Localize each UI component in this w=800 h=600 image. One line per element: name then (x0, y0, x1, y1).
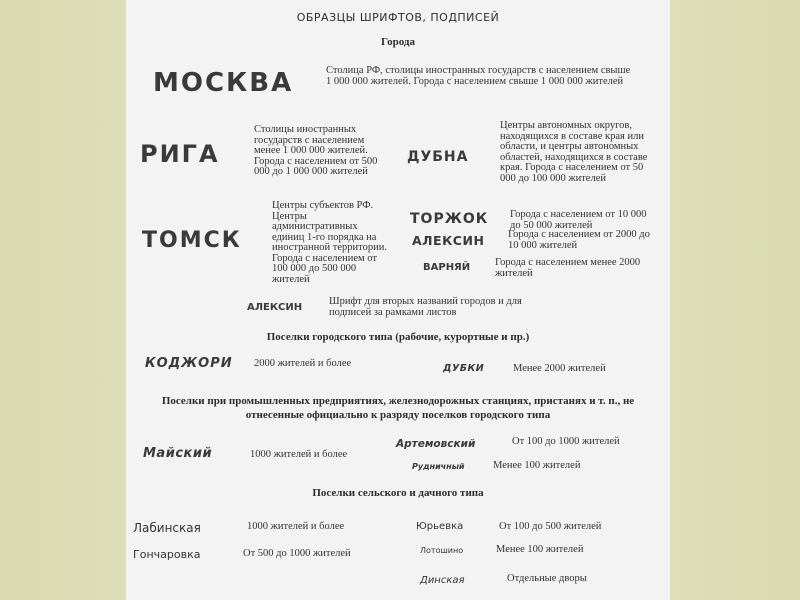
sample-tomsk: ТОМСК (142, 228, 242, 253)
sample-riga: РИГА (140, 140, 220, 168)
document-page (126, 0, 670, 600)
section-heading-rural: Поселки сельского и дачного типа (312, 487, 484, 499)
desc-second-names: Шрифт для вторых названий городов и для подписей за рамками листов (329, 296, 522, 318)
desc-dubki: Менее 2000 жителей (513, 363, 606, 374)
desc-labinskaya: 1000 жителей и более (247, 521, 345, 532)
sample-labinskaya: Лабинская (133, 521, 201, 535)
section-heading-industrial: Поселки при промышленных предприятиях, железнодорожных станциях, пристанях и т. п., не отнесенные официально к разряду поселков городского типа (161, 395, 635, 421)
sample-dinskaya: Динская (420, 575, 465, 586)
desc-varnyai: Города с населением менее 2000 жителей (495, 257, 641, 279)
page-title: ОБРАЗЦЫ ШРИФТОВ, ПОДПИСЕЙ (296, 11, 500, 24)
desc-artemovskii: От 100 до 1000 жителей (512, 436, 620, 447)
section-heading-urban: Поселки городского типа (рабочие, курортные и пр.) (266, 331, 530, 343)
sample-artemovskii: Артемовский (396, 438, 476, 450)
sample-varnyai: ВАРНЯЙ (423, 262, 471, 273)
desc-yurevka: От 100 до 500 жителей (499, 521, 602, 532)
desc-tomsk: Центры субъектов РФ. Центры административных единиц 1-го порядка на иностранной территории. Города с населением от 100 000 до 500 000 жителей (272, 200, 387, 285)
desc-dinskaya: Отдельные дворы (507, 573, 587, 584)
desc-kodzhori: 2000 жителей и более (254, 358, 352, 369)
sample-yurevka: Юрьевка (416, 521, 464, 532)
sample-dubna: ДУБНА (407, 149, 469, 165)
desc-goncharovka: От 500 до 1000 жителей (243, 548, 351, 559)
desc-dubna: Центры автономных округов, находящихся в составе края или области, и центры автономных областей, находящихся в составе края. Города с населением от 50 000 до 100 000 жителей (500, 120, 648, 184)
desc-moskva: Столица РФ, столицы иностранных государств с населением свыше 1 000 000 жителей. Города с населением свыше 1 000 000 жителей (326, 65, 631, 87)
sample-goncharovka: Гончаровка (133, 548, 201, 561)
desc-lotoshino: Менее 100 жителей (496, 544, 584, 555)
sample-torzhok: ТОРЖОК (410, 211, 489, 227)
sample-kodzhori: КОДЖОРИ (145, 356, 233, 371)
sample-moskva: МОСКВА (153, 68, 294, 98)
sample-rudnichnyi: Рудничный (412, 462, 465, 471)
sample-aleksin-small: АЛЕКСИН (247, 302, 303, 313)
sample-lotoshino: Лотошино (420, 546, 464, 555)
desc-rudnichnyi: Менее 100 жителей (493, 460, 581, 471)
section-heading-cities: Города (381, 36, 415, 48)
desc-torzhok: Города с населением от 10 000 до 50 000 жителей (510, 209, 647, 231)
desc-aleksin: Города с населением от 2000 до 10 000 жителей (508, 229, 650, 251)
sample-aleksin-bold: АЛЕКСИН (412, 233, 485, 248)
desc-maiskii: 1000 жителей и более (250, 449, 348, 460)
sample-dubki: ДУБКИ (443, 363, 485, 374)
desc-riga: Столицы иностранных государств с населением менее 1 000 000 жителей. Города с населением от 500 000 до 1 000 000 жителей (254, 124, 378, 177)
sample-maiskii: Майский (143, 446, 213, 461)
